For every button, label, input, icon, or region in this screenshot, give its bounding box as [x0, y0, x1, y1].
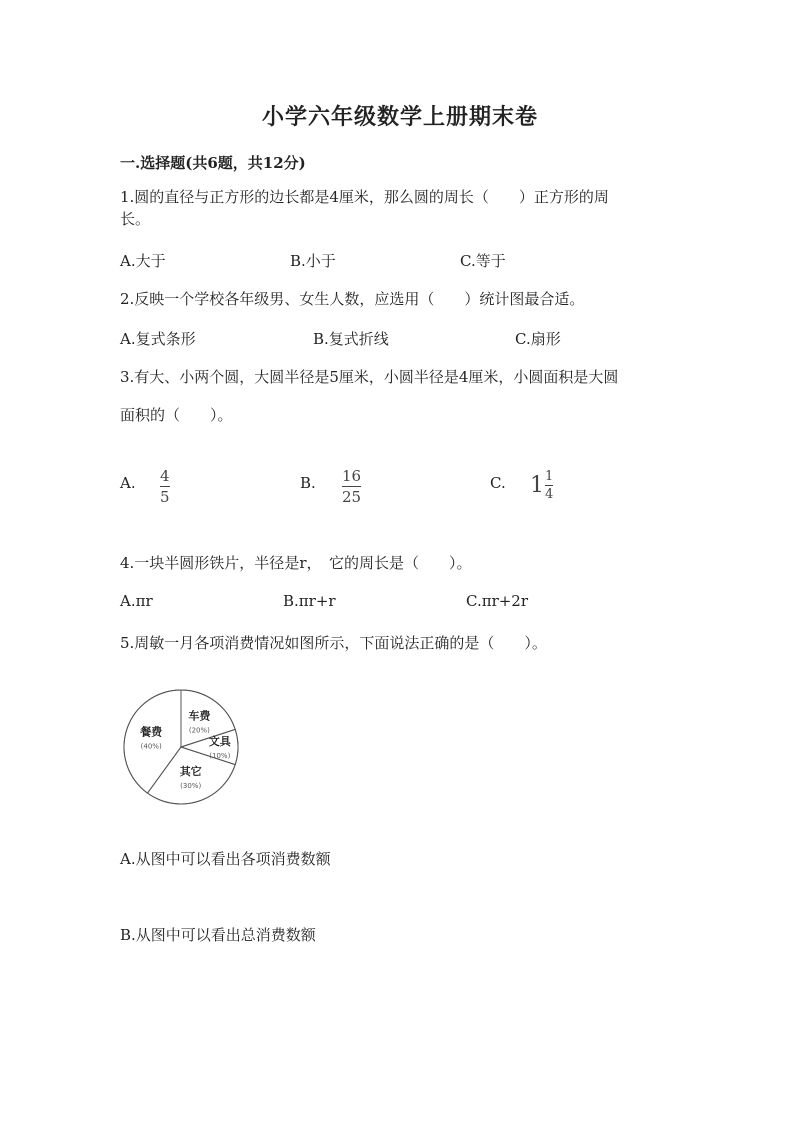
fraction-numerator: 4 [160, 467, 170, 485]
pie-percent-0: (20%) [188, 726, 210, 735]
question-5-option-a[interactable]: A.从图中可以看出各项消费数额 [120, 850, 331, 868]
question-3-option-a-label[interactable]: A. [120, 474, 136, 492]
section-heading: 一.选择题(共6题，共12分) [120, 154, 306, 172]
question-3-option-b-label[interactable]: B. [300, 474, 316, 492]
question-3-line-1: 3.有大、小两个圆，大圆半径是5厘米，小圆半径是4厘米，小圆面积是大圆 [120, 368, 619, 386]
question-3-option-c-mixed-number [530, 470, 553, 501]
question-2-text: 2.反映一个学校各年级男、女生人数，应选用（ ）统计图最合适。 [120, 290, 585, 308]
pie-label-2: 其它 [179, 764, 202, 778]
consumption-pie-chart [118, 684, 244, 810]
question-3-line-2: 面积的（ ）。 [120, 406, 233, 424]
fraction-denominator: 5 [160, 488, 170, 506]
pie-label-1: 文具 [208, 735, 231, 748]
question-5-option-b[interactable]: B.从图中可以看出总消费数额 [120, 926, 316, 944]
fraction-numerator: 16 [342, 467, 362, 485]
question-1-option-b[interactable]: B.小于 [290, 252, 336, 270]
pie-label-3: 餐费 [140, 725, 163, 739]
question-3-option-b-fraction [342, 468, 361, 505]
question-2-option-b[interactable]: B.复式折线 [313, 330, 389, 348]
question-4-option-b[interactable]: B.πr+r [283, 592, 336, 610]
pie-percent-1: (10%) [209, 752, 231, 760]
question-1-line-2: 长。 [120, 210, 151, 228]
pie-percent-3: (40%) [140, 742, 162, 751]
question-3-option-c-label[interactable]: C. [490, 474, 506, 492]
mixed-whole: 1 [530, 473, 544, 498]
question-4-text: 4.一块半圆形铁片，半径是r， 它的周长是（ ）。 [120, 554, 472, 572]
question-2-option-c[interactable]: C.扇形 [515, 330, 561, 348]
fraction-denominator: 25 [342, 488, 362, 506]
question-3-option-a-fraction [160, 468, 170, 505]
question-5-text: 5.周敏一月各项消费情况如图所示，下面说法正确的是（ ）。 [120, 634, 547, 652]
mixed-fraction [545, 470, 553, 501]
question-4-option-a[interactable]: A.πr [120, 592, 153, 610]
fraction-bar [545, 485, 553, 486]
pie-label-0: 车费 [188, 709, 211, 723]
fraction-bar [160, 486, 170, 487]
question-2-option-a[interactable]: A.复式条形 [120, 330, 196, 348]
question-1-option-c[interactable]: C.等于 [460, 252, 506, 270]
page-title: 小学六年级数学上册期末卷 [261, 104, 538, 130]
fraction-numerator: 1 [545, 469, 554, 484]
fraction-denominator: 4 [545, 487, 554, 502]
question-4-option-c[interactable]: C.πr+2r [466, 592, 529, 610]
fraction-bar [342, 486, 361, 487]
pie-percent-2: (30%) [180, 781, 202, 790]
question-1-line-1: 1.圆的直径与正方形的边长都是4厘米，那么圆的周长（ ）正方形的周 [120, 188, 609, 206]
question-1-option-a[interactable]: A.大于 [120, 252, 166, 270]
